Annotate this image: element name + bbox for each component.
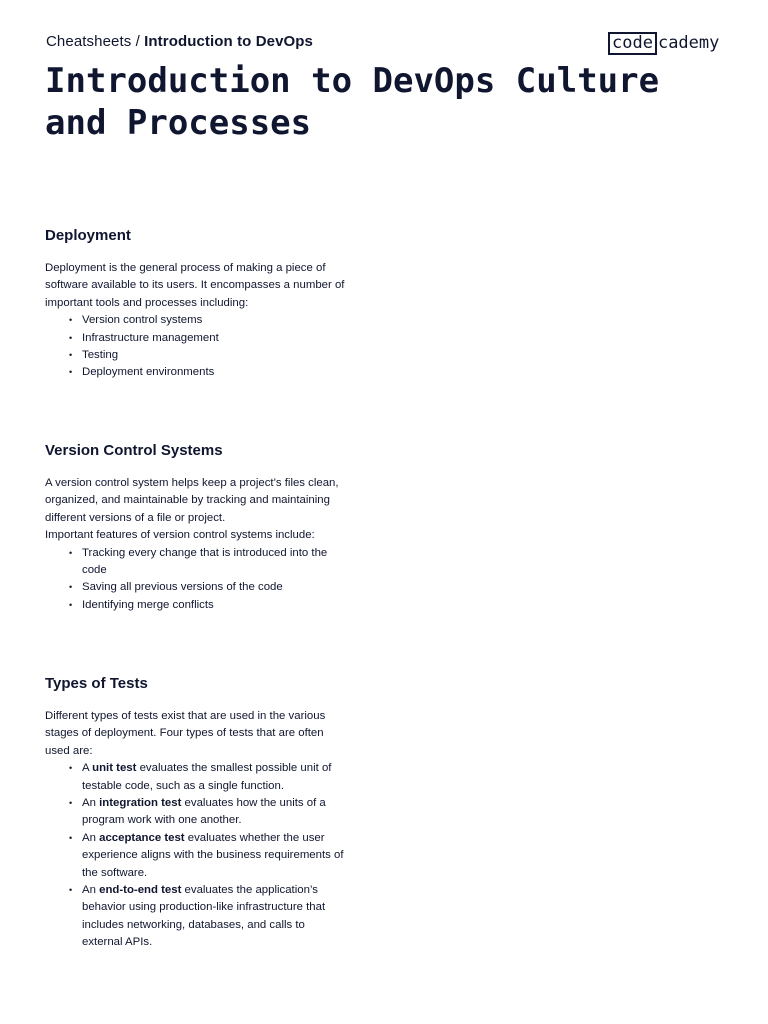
bullet-list xyxy=(45,760,345,951)
term: acceptance test xyxy=(99,831,185,844)
term-description: evaluates whether the user experience aligns with the business requirements of the software. xyxy=(82,831,344,879)
term-description: evaluates the application’s behavior using production-like infrastructure that includes networking, databases, and calls to external APIs. xyxy=(82,884,326,949)
list-item: • Saving all previous versions of the code xyxy=(82,579,345,596)
term-prefix: An xyxy=(82,884,100,897)
logo-code-box: code xyxy=(608,32,657,55)
list-item: • Identifying merge conflicts xyxy=(82,597,345,614)
section-deployment xyxy=(45,226,345,382)
section-version-control xyxy=(45,441,345,614)
term: end-to-end test xyxy=(99,884,182,897)
section-body xyxy=(45,260,345,382)
list-item: • Version control systems xyxy=(82,312,345,329)
logo-cademy-text: cademy xyxy=(657,32,720,53)
list-item: • Testing xyxy=(82,347,345,364)
section-heading: Version Control Systems xyxy=(45,442,223,459)
codecademy-logo[interactable] xyxy=(608,31,719,55)
section-body xyxy=(45,475,345,614)
section-types-of-tests xyxy=(45,674,345,952)
breadcrumb-separator: / xyxy=(131,33,145,50)
breadcrumb-cheatsheets-link[interactable]: Cheatsheets xyxy=(46,33,132,50)
section-text: Deployment is the general process of making a piece of software available to its users. It encompasses a number of important tools and processes including: xyxy=(45,262,345,309)
section-heading: Types of Tests xyxy=(45,675,148,692)
bullet-list xyxy=(45,312,345,382)
page-title: Introduction to DevOps Culture and Processes xyxy=(45,61,660,143)
list-item: • Deployment environments xyxy=(82,364,345,381)
list-item-unit-test xyxy=(82,760,345,795)
term-description: evaluates the smallest possible unit of testable code, such as a single function. xyxy=(82,762,332,792)
term-prefix: An xyxy=(82,831,100,844)
list-item: • Tracking every change that is introduced into the code xyxy=(82,545,345,580)
term-prefix: An xyxy=(82,797,100,810)
term: integration test xyxy=(99,797,182,810)
bullet-list xyxy=(45,545,345,615)
section-text: Different types of tests exist that are used in the various stages of deployment. Four types of tests that are often used are: xyxy=(45,710,326,757)
list-item: • Infrastructure management xyxy=(82,330,345,347)
list-item-integration-test xyxy=(82,795,345,830)
section-heading: Deployment xyxy=(45,227,131,244)
breadcrumb xyxy=(46,33,313,50)
term-description: evaluates how the units of a program work with one another. xyxy=(82,797,326,827)
breadcrumb-current: Introduction to DevOps xyxy=(144,33,314,50)
list-item-acceptance-test xyxy=(82,830,345,882)
list-item-end-to-end-test xyxy=(82,882,345,952)
section-text: A version control system helps keep a project’s files clean, organized, and maintainable by tracking and maintaining different versions of a file or project. xyxy=(45,477,339,524)
term-prefix: A xyxy=(82,762,93,775)
term: unit test xyxy=(92,762,137,775)
section-body xyxy=(45,708,345,952)
section-text-features: Important features of version control systems include: xyxy=(45,529,315,542)
